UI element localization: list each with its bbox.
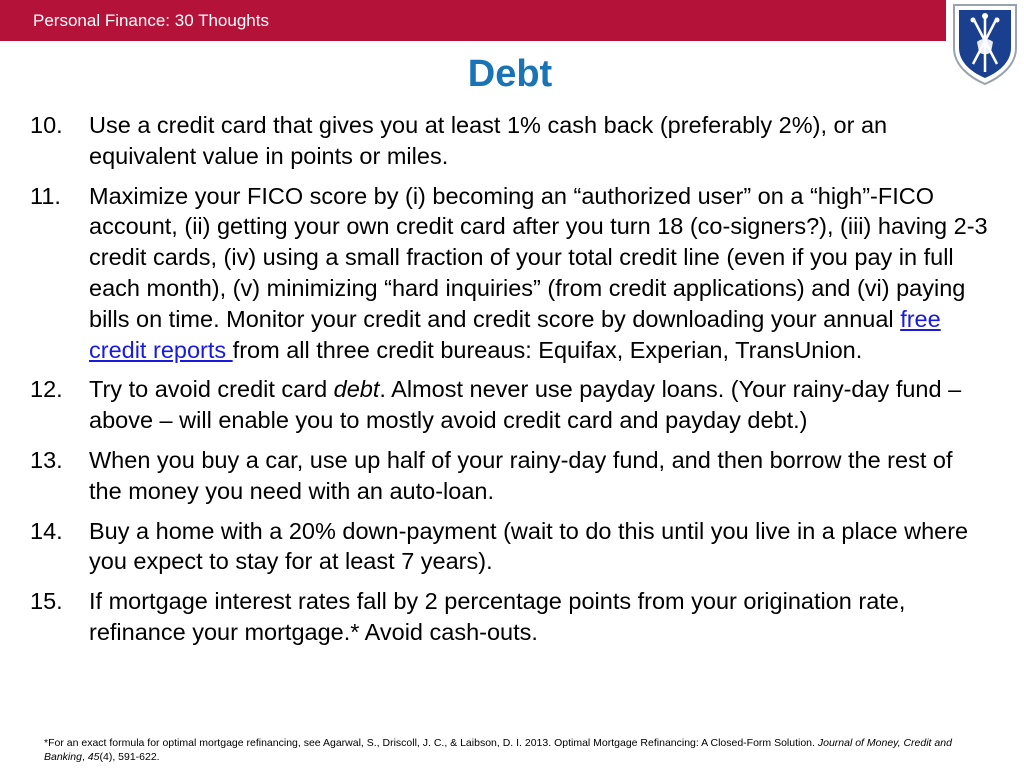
presentation-title: Personal Finance: 30 Thoughts xyxy=(33,11,269,30)
item-text: Use a credit card that gives you at least 1% cash back (preferably 2%), or an equivalent value in points or miles. xyxy=(89,112,888,169)
item-number: 14. xyxy=(30,517,63,544)
list-item xyxy=(30,586,990,648)
slide-title: Debt xyxy=(467,53,553,95)
item-text: Try to avoid credit card xyxy=(89,376,334,403)
item-text: Buy a home with a 20% down-payment (wait to do this until you live in a place where you expect to stay for at least 7 years). xyxy=(89,517,969,575)
header-bar xyxy=(0,0,946,41)
debt-tips-list xyxy=(30,110,990,657)
item-number: 10. xyxy=(30,112,63,138)
list-item xyxy=(30,445,990,507)
item-text: Maximize your FICO score by (i) becoming an “authorized user” on a “high”-FICO account, (ii) getting your own credit card after you turn 18 (co-signers?), (iii) having 2-3 credit cards, (iv) using a small fraction of your total credit line (even if you pay in full each month), (v) minimizing “hard inquiries” (from credit applications) and (vi) paying bills on time. Monitor your credit and credit score by downloading your annual xyxy=(89,182,988,332)
item-number: 12. xyxy=(30,376,63,403)
item-text-continued: from all three credit bureaus: Equifax, Experian, TransUnion. xyxy=(232,336,863,363)
footnote xyxy=(44,736,994,764)
item-number: 13. xyxy=(30,446,63,473)
footnote-pages: (4), 591-622. xyxy=(99,751,160,763)
item-number: 15. xyxy=(30,588,63,615)
footnote-volume: 45 xyxy=(87,751,100,763)
list-item xyxy=(30,110,990,172)
item-number: 11. xyxy=(30,182,61,209)
list-item xyxy=(30,516,990,578)
list-item xyxy=(30,374,990,436)
list-item xyxy=(30,181,990,366)
footnote-text: *For an exact formula for optimal mortgage refinancing, see Agarwal, S., Driscoll, J. C., & Laibson, D. I. 2013. Optimal Mortgage Refinancing: A Closed-Form Solution. xyxy=(44,737,818,749)
emphasis-text: debt xyxy=(333,376,380,403)
footnote-separator: , xyxy=(81,751,88,763)
free-credit-reports-link[interactable]: free credit reports xyxy=(89,305,941,363)
footnote-journal: Journal of Money, Credit and Banking xyxy=(44,737,952,763)
item-text: If mortgage interest rates fall by 2 percentage points from your origination rate, refinance your mortgage.* Avoid cash-outs. xyxy=(89,588,906,645)
item-text: When you buy a car, use up half of your rainy-day fund, and then borrow the rest of the money you need with an auto-loan. xyxy=(89,446,953,504)
item-text-continued: . Almost never use payday loans. (Your rainy-day fund – above – will enable you to mostly avoid credit card and payday debt.) xyxy=(89,376,962,434)
